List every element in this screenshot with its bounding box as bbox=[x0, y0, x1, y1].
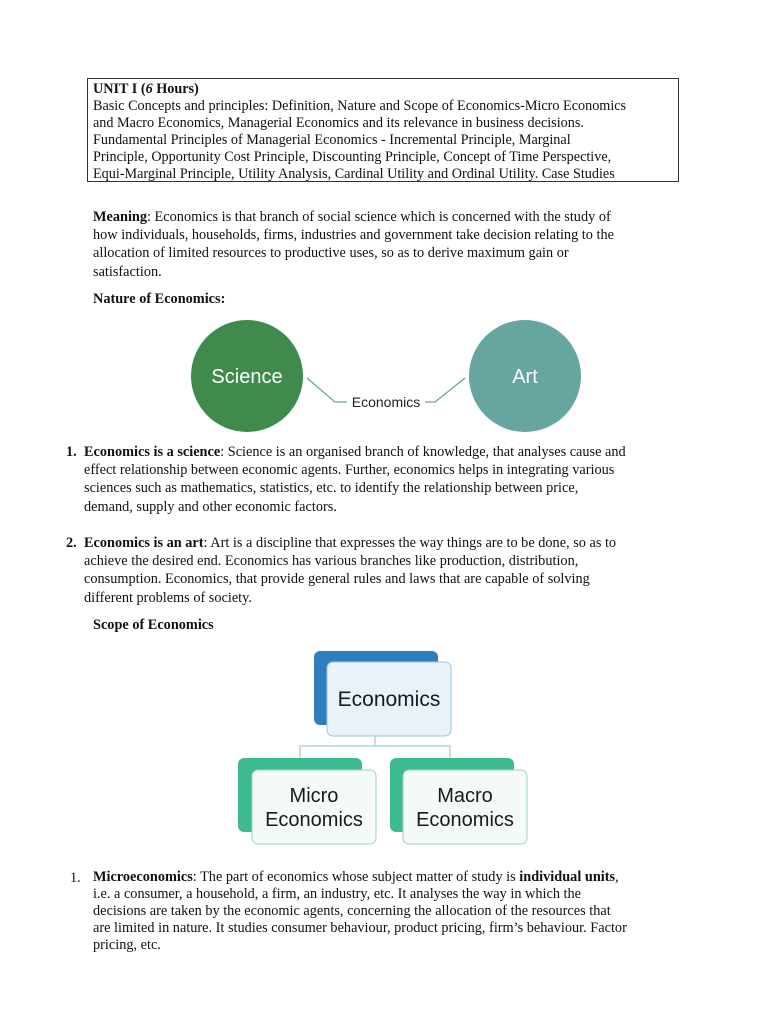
micro-term: Microeconomics bbox=[93, 869, 193, 885]
economics-center-label: Economics bbox=[351, 394, 421, 410]
list-number: 1. bbox=[66, 444, 77, 460]
micro-front bbox=[252, 770, 376, 844]
macro-label-line1: Macro bbox=[437, 785, 493, 807]
science-line: demand, supply and other economic factors. bbox=[84, 498, 337, 515]
syllabus-line: Basic Concepts and principles: Definition, Nature and Scope of Economics-Micro Economics bbox=[93, 97, 627, 114]
art-connector bbox=[425, 378, 465, 402]
scope-diagram bbox=[235, 648, 535, 848]
meaning-line: satisfaction. bbox=[93, 263, 162, 280]
syllabus-line: Fundamental Principles of Managerial Economics - Incremental Principle, Marginal bbox=[93, 131, 571, 148]
meaning-term: Meaning bbox=[93, 209, 148, 225]
micro-line: pricing, etc. bbox=[93, 937, 161, 954]
micro-line: are limited in nature. It studies consumer behaviour, product pricing, firm’s behaviour. Factor bbox=[93, 920, 627, 937]
micro-item: Microeconomics: The part of economics whose subject matter of study is individual units, i.e. a consumer, a household, a firm, an industry, etc. It analyses the way in which the decisions are taken by the economic agents, concerning the allocation of the resources that are limited in nature. It studies consumer behaviour, product pricing, firm’s behaviour. Factor pricing, etc. bbox=[93, 869, 693, 954]
meaning-text: : Economics is that branch of social science which is concerned with the study of bbox=[147, 209, 611, 225]
meaning-line: how individuals, households, firms, industries and government take decision relating to the bbox=[93, 227, 614, 244]
art-term: Economics is an art bbox=[84, 535, 204, 551]
root-label: Economics bbox=[337, 688, 441, 711]
micro-label-line2: Economics bbox=[265, 809, 363, 831]
list-number: 2. bbox=[66, 535, 77, 551]
syllabus-line: and Macro Economics, Managerial Economics and its relevance in business decisions. bbox=[93, 114, 584, 131]
scope-heading: Scope of Economics bbox=[93, 617, 214, 633]
nature-heading: Nature of Economics: bbox=[93, 291, 226, 307]
science-connector bbox=[307, 378, 347, 402]
macro-label-line2: Economics bbox=[416, 809, 514, 831]
science-line: effect relationship between economic agents. Further, economics helps in integrating various bbox=[84, 462, 615, 479]
list-number: 1. bbox=[70, 870, 81, 886]
art-line: consumption. Economics, that provide general rules and laws that are capable of solving bbox=[84, 571, 590, 588]
syllabus-line: Principle, Opportunity Cost Principle, Discounting Principle, Concept of Time Perspective, bbox=[93, 148, 612, 165]
science-line: sciences such as mathematics, statistics, etc. to identify the relationship between price, bbox=[84, 480, 579, 497]
art-item: Economics is an art: Art is a discipline that expresses the way things are to be done, so as to achieve the desired end. Economics has various branches like production, distribution, consumption. Economics, that provide general rules and laws that are capable of solving different problems of society. bbox=[84, 534, 694, 607]
science-item: Economics is a science: Science is an organised branch of knowledge, that analyses cause and effect relationship between economic agents. Further, economics helps in integrating various sciences such as mathematics, statistics, etc. to identify the relationship between price, demand, supply and other economic factors. bbox=[84, 443, 694, 516]
art-label: Art bbox=[512, 366, 538, 388]
meaning-line: allocation of limited resources to productive uses, so as to derive maximum gain or bbox=[93, 245, 569, 262]
unit-title: UNIT I (6 Hours) bbox=[93, 81, 199, 97]
micro-line: i.e. a consumer, a household, a firm, an industry, etc. It analyses the way in which the bbox=[93, 886, 582, 903]
science-term: Economics is a science bbox=[84, 444, 221, 460]
meaning-paragraph bbox=[93, 208, 693, 281]
micro-line: decisions are taken by the economic agents, concerning the allocation of the resources that bbox=[93, 903, 611, 920]
branch-connector bbox=[300, 746, 450, 758]
nature-diagram bbox=[185, 318, 590, 433]
micro-emphasis: individual units bbox=[519, 869, 616, 885]
syllabus-line: Equi-Marginal Principle, Utility Analysis, Cardinal Utility and Ordinal Utility. Case Studies bbox=[93, 165, 615, 182]
art-line: achieve the desired end. Economics has various branches like production, distribution, bbox=[84, 553, 579, 570]
science-label: Science bbox=[211, 366, 283, 388]
macro-front bbox=[403, 770, 527, 844]
micro-label-line1: Micro bbox=[289, 785, 339, 807]
unit-syllabus-box bbox=[87, 78, 679, 182]
art-line: different problems of society. bbox=[84, 589, 252, 606]
unit-hours: 6 bbox=[145, 81, 153, 97]
